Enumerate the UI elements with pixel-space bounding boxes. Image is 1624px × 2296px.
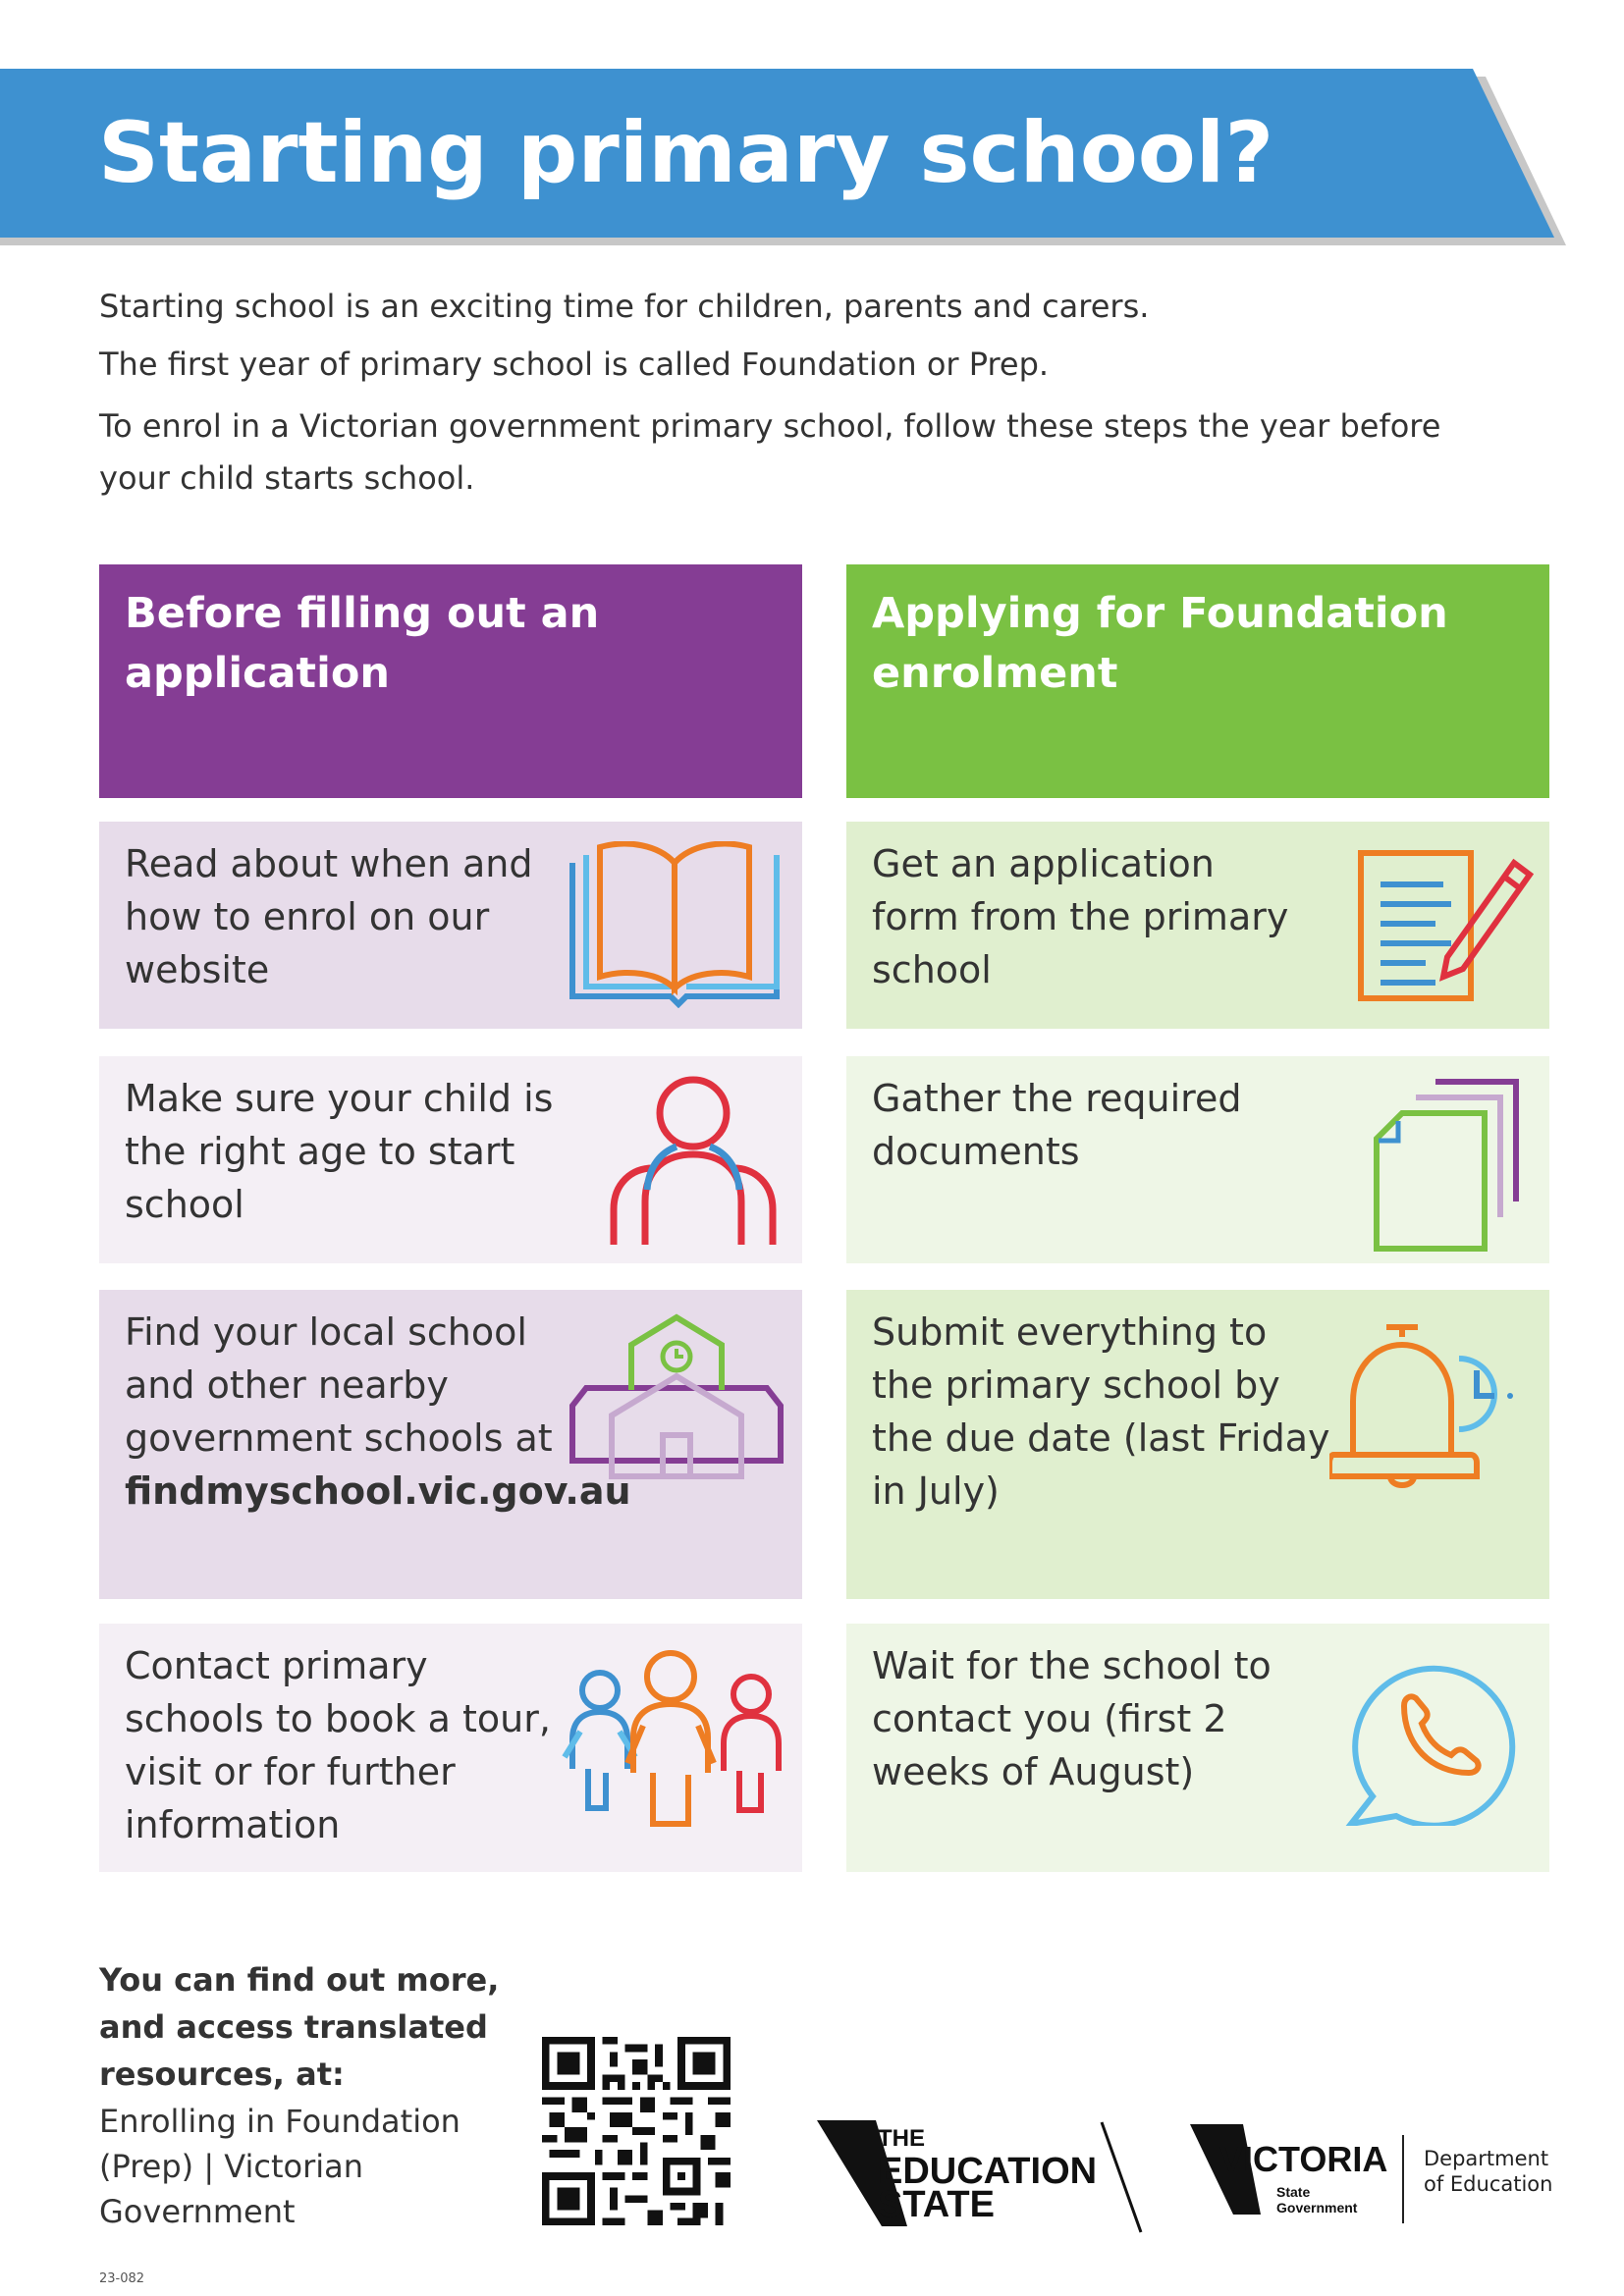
victoria-sub2: Government — [1276, 2200, 1358, 2216]
victoria-text: VICTORIA — [1219, 2139, 1388, 2179]
findmyschool-link[interactable]: findmyschool.vic.gov.au — [125, 1469, 631, 1513]
left-column-heading: Before filling out an application — [99, 564, 802, 798]
step-card-submit — [846, 1290, 1549, 1599]
step-card-find-school — [99, 1290, 802, 1599]
department-line1: Department — [1424, 2147, 1549, 2170]
enrolling-foundation-link[interactable]: Enrolling in Foundation (Prep) | Victorian Government — [99, 2103, 460, 2230]
step-text: Make sure your child is the right age to start school — [125, 1077, 554, 1226]
intro-text — [99, 281, 1513, 532]
step-text: Wait for the school to contact you (first 2 weeks of August) — [872, 1644, 1272, 1793]
school-building-icon — [568, 1313, 785, 1480]
step-card-wait-contact — [846, 1624, 1549, 1872]
step-card-gather-documents — [846, 1056, 1549, 1263]
step-card-read-website — [99, 822, 802, 1029]
children-group-icon — [559, 1641, 785, 1828]
step-text: Gather the required documents — [872, 1077, 1242, 1173]
intro-paragraph: The first year of primary school is called Foundation or Prep. — [99, 346, 1050, 383]
documents-stack-icon — [1373, 1076, 1520, 1253]
step-card-get-form — [846, 822, 1549, 1029]
step-card-contact-schools — [99, 1624, 802, 1872]
logo-text-line2: EDUCATION — [878, 2151, 1098, 2192]
form-pencil-icon — [1357, 849, 1534, 1006]
victoria-state-government-logo — [1190, 2120, 1426, 2238]
footer-heading: You can find out more, and access translated resources, at: — [99, 1961, 500, 2093]
step-text-main: Find your local school and other nearby government schools at — [125, 1310, 553, 1460]
education-state-logo — [817, 2118, 1151, 2236]
logo-divider — [1402, 2135, 1404, 2223]
step-text: Read about when and how to enrol on our website — [125, 842, 533, 991]
department-line2: of Education — [1424, 2172, 1553, 2196]
phone-chat-icon — [1341, 1649, 1518, 1826]
page-title: Starting primary school? — [98, 104, 1274, 202]
open-book-icon — [568, 841, 781, 1008]
document-code: 23-082 — [99, 2271, 145, 2286]
step-text: Submit everything to the primary school by the due date (last Friday in July) — [872, 1310, 1330, 1513]
step-text: Contact primary schools to book a tour, visit or for further information — [125, 1644, 551, 1846]
logo-text-line3: STATE — [878, 2184, 995, 2225]
step-card-check-age — [99, 1056, 802, 1263]
logo-text-line1: THE — [878, 2125, 925, 2152]
right-column-heading: Applying for Foundation enrolment — [846, 564, 1549, 798]
step-text: Get an application form from the primary school — [872, 842, 1289, 991]
intro-paragraph: To enrol in a Victorian government primary school, follow these steps the year before your child starts school. — [99, 407, 1441, 497]
child-backpack-icon — [610, 1072, 777, 1249]
department-text — [1424, 2146, 1552, 2197]
bell-clock-icon — [1329, 1319, 1526, 1496]
qr-code[interactable] — [542, 2037, 731, 2225]
step-text — [125, 1306, 631, 1518]
intro-paragraph: Starting school is an exciting time for children, parents and carers. — [99, 288, 1150, 325]
victoria-sub1: State — [1276, 2184, 1311, 2200]
